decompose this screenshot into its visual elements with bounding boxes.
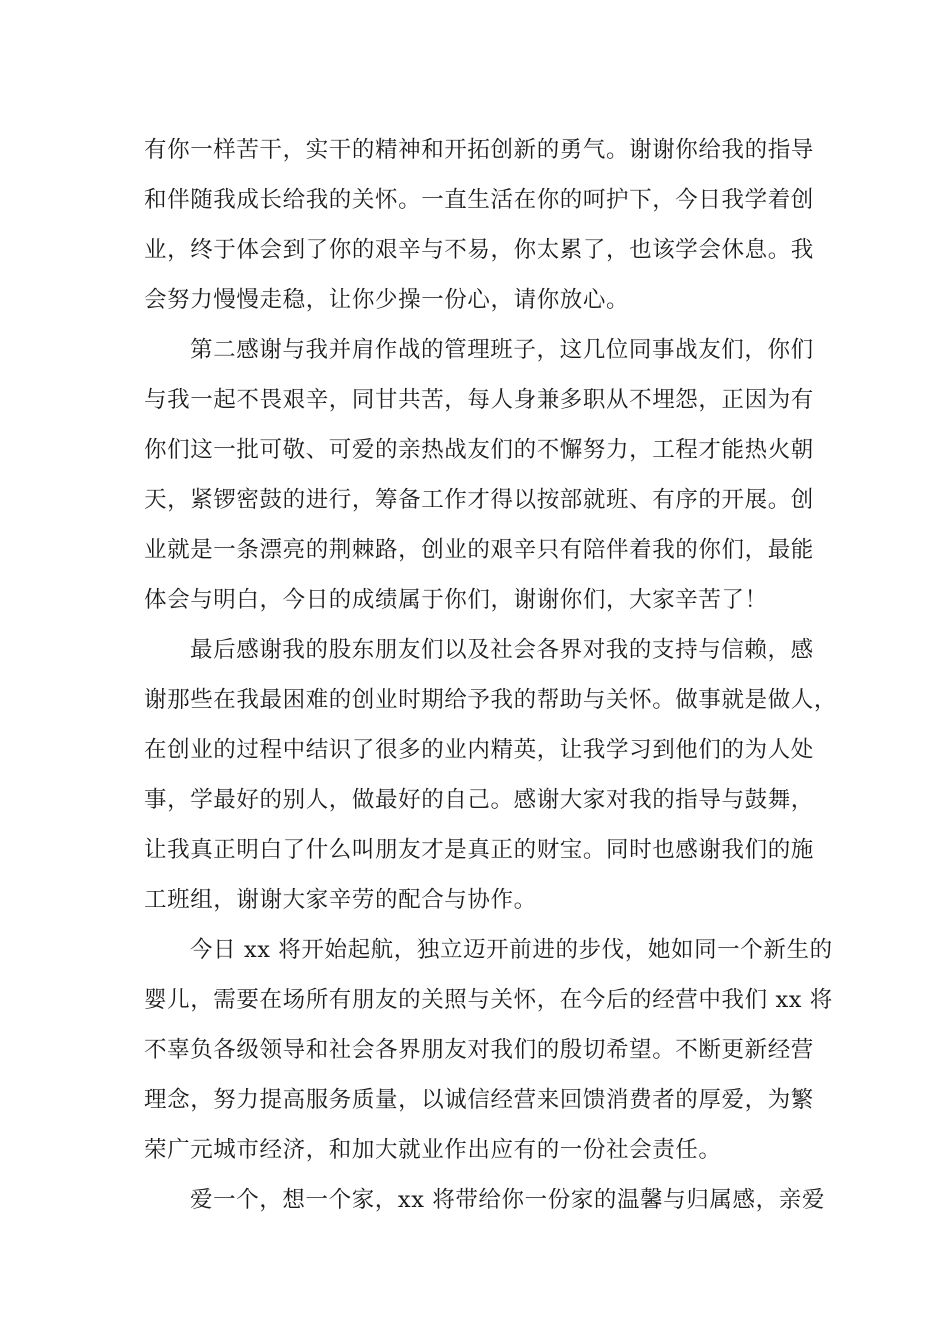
text-line: 业就是一条漂亮的荆棘路，创业的艰辛只有陪伴着我的你们，最能 [144, 537, 814, 563]
paragraph-first-line: 最后感谢我的股东朋友们以及社会各界对我的支持与信赖，感 [190, 637, 814, 663]
paragraph-first-line: 今日 xx 将开始起航，独立迈开前进的步伐，她如同一个新生的 [190, 937, 833, 963]
text-line: 你们这一批可敬、可爱的亲热战友们的不懈努力，工程才能热火朝 [144, 437, 814, 463]
text-line: 理念，努力提高服务质量，以诚信经营来回馈消费者的厚爱，为繁 [144, 1087, 814, 1113]
text-line: 荣广元城市经济，和加大就业作出应有的一份社会责任。 [144, 1137, 722, 1163]
text-line: 让我真正明白了什么叫朋友才是真正的财宝。同时也感谢我们的施 [144, 837, 814, 863]
text-line: 业，终于体会到了你的艰辛与不易，你太累了，也该学会休息。我 [144, 237, 814, 263]
paragraph-first-line: 爱一个，想一个家，xx 将带给你一份家的温馨与归属感，亲爱 [190, 1187, 825, 1213]
text-line: 有你一样苦干，实干的精神和开拓创新的勇气。谢谢你给我的指导 [144, 137, 814, 163]
paragraph-first-line: 第二感谢与我并肩作战的管理班子，这几位同事战友们，你们 [190, 337, 814, 363]
text-line: 工班组，谢谢大家辛劳的配合与协作。 [144, 887, 537, 913]
text-line: 体会与明白，今日的成绩属于你们，谢谢你们，大家辛苦了！ [144, 587, 768, 613]
text-line: 和伴随我成长给我的关怀。一直生活在你的呵护下，今日我学着创 [144, 187, 814, 213]
text-line: 谢那些在我最困难的创业时期给予我的帮助与关怀。做事就是做人， [144, 687, 838, 713]
text-line: 与我一起不畏艰辛，同甘共苦，每人身兼多职从不埋怨，正因为有 [144, 387, 814, 413]
text-line: 事，学最好的别人，做最好的自己。感谢大家对我的指导与鼓舞， [144, 787, 814, 813]
text-line: 婴儿，需要在场所有朋友的关照与关怀，在今后的经营中我们 xx 将 [144, 987, 833, 1013]
text-line: 在创业的过程中结识了很多的业内精英，让我学习到他们的为人处 [144, 737, 814, 763]
text-line: 不辜负各级领导和社会各界朋友对我们的殷切希望。不断更新经营 [144, 1037, 814, 1063]
text-line: 会努力慢慢走稳，让你少操一份心，请你放心。 [144, 287, 630, 313]
text-line: 天，紧锣密鼓的进行，筹备工作才得以按部就班、有序的开展。创 [144, 487, 814, 513]
